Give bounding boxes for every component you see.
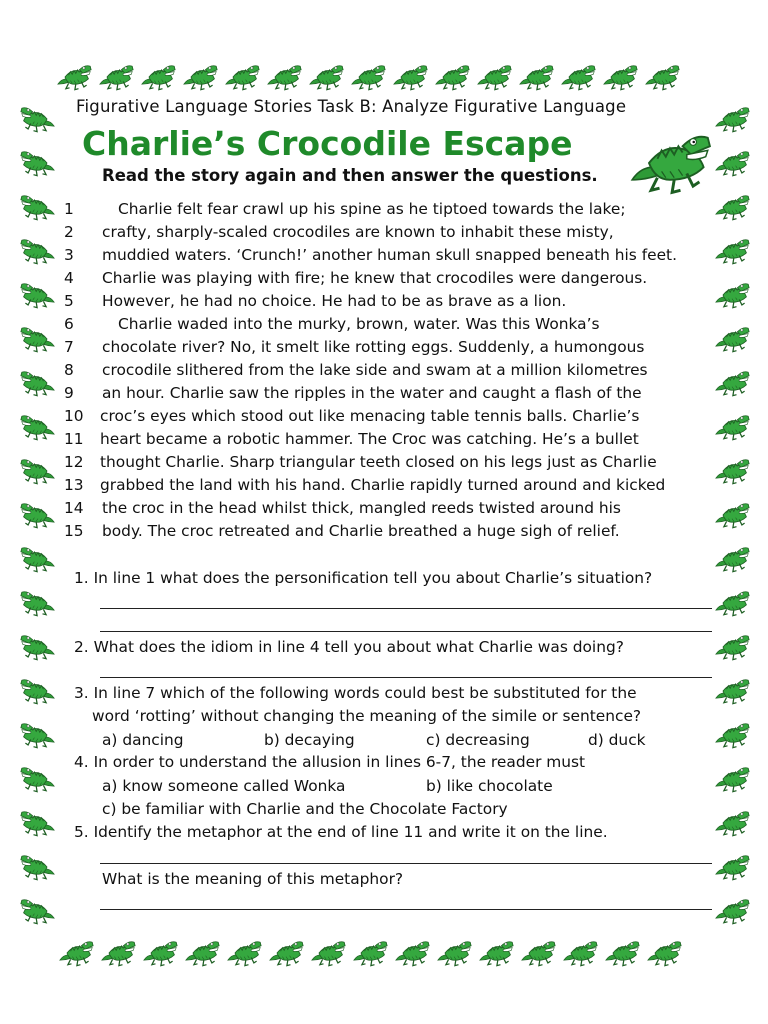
crocodile-icon bbox=[714, 192, 750, 222]
crocodile-icon bbox=[310, 938, 346, 968]
line-text: Charlie felt fear crawl up his spine as he tiptoed towards the lake; bbox=[118, 200, 626, 218]
story-line bbox=[64, 453, 724, 476]
question-5-followup: What is the meaning of this metaphor? bbox=[102, 870, 404, 888]
crocodile-icon bbox=[20, 412, 56, 442]
crocodile-icon bbox=[20, 280, 56, 310]
question-5: 5. Identify the metaphor at the end of line 11 and write it on the line. bbox=[74, 823, 608, 841]
line-text: the croc in the head whilst thick, mangled reeds twisted around his bbox=[102, 499, 621, 517]
crocodile-icon bbox=[20, 676, 56, 706]
q4-option-a[interactable]: a) know someone called Wonka bbox=[102, 777, 346, 795]
question-3: 3. In line 7 which of the following words could best be substituted for the bbox=[74, 684, 637, 702]
crocodile-icon bbox=[100, 938, 136, 968]
question-2: 2. What does the idiom in line 4 tell you about what Charlie was doing? bbox=[74, 638, 624, 656]
crocodile-icon bbox=[714, 720, 750, 750]
answer-line[interactable] bbox=[100, 677, 712, 678]
crocodile-icon bbox=[308, 62, 344, 92]
page-title: Charlie’s Crocodile Escape bbox=[82, 124, 573, 163]
crocodile-icon bbox=[436, 938, 472, 968]
line-number: 1 bbox=[64, 200, 74, 218]
crocodile-icon bbox=[20, 808, 56, 838]
story-line bbox=[64, 476, 724, 499]
crocodile-icon bbox=[20, 852, 56, 882]
crocodile-icon bbox=[714, 324, 750, 354]
answer-line[interactable] bbox=[100, 608, 712, 609]
crocodile-icon bbox=[20, 324, 56, 354]
crocodile-icon bbox=[602, 62, 638, 92]
crocodile-icon bbox=[350, 62, 386, 92]
line-number: 11 bbox=[64, 430, 84, 448]
crocodile-icon bbox=[20, 588, 56, 618]
crocodile-icon bbox=[56, 62, 92, 92]
crocodile-icon bbox=[714, 676, 750, 706]
answer-line[interactable] bbox=[100, 631, 712, 632]
story-line bbox=[64, 407, 724, 430]
crocodile-icon bbox=[392, 62, 428, 92]
crocodile-icon bbox=[20, 456, 56, 486]
crocodile-icon bbox=[266, 62, 302, 92]
crocodile-icon bbox=[394, 938, 430, 968]
crocodile-icon bbox=[604, 938, 640, 968]
crocodile-icon bbox=[58, 938, 94, 968]
crocodile-icon bbox=[182, 62, 218, 92]
q3-option-c[interactable]: c) decreasing bbox=[426, 731, 530, 749]
line-number: 6 bbox=[64, 315, 74, 333]
crocodile-icon bbox=[142, 938, 178, 968]
crocodile-icon bbox=[184, 938, 220, 968]
crocodile-icon bbox=[434, 62, 470, 92]
crocodile-icon bbox=[140, 62, 176, 92]
story-line bbox=[64, 522, 724, 545]
crocodile-icon bbox=[714, 764, 750, 794]
line-text: Charlie waded into the murky, brown, water. Was this Wonka’s bbox=[118, 315, 600, 333]
crocodile-icon bbox=[20, 104, 56, 134]
story-line bbox=[64, 430, 724, 453]
line-number: 8 bbox=[64, 361, 74, 379]
line-text: crafty, sharply-scaled crocodiles are known to inhabit these misty, bbox=[102, 223, 614, 241]
line-text: body. The croc retreated and Charlie breathed a huge sigh of relief. bbox=[102, 522, 620, 540]
crocodile-icon bbox=[20, 148, 56, 178]
line-text: an hour. Charlie saw the ripples in the water and caught a flash of the bbox=[102, 384, 642, 402]
crocodile-icon bbox=[646, 938, 682, 968]
story-line bbox=[64, 338, 724, 361]
line-number: 15 bbox=[64, 522, 84, 540]
crocodile-icon bbox=[714, 412, 750, 442]
crocodile-icon bbox=[628, 128, 712, 198]
crocodile-icon bbox=[20, 896, 56, 926]
line-text: thought Charlie. Sharp triangular teeth closed on his legs just as Charlie bbox=[100, 453, 657, 471]
crocodile-icon bbox=[98, 62, 134, 92]
crocodile-icon bbox=[714, 104, 750, 134]
line-text: Charlie was playing with fire; he knew that crocodiles were dangerous. bbox=[102, 269, 648, 287]
line-number: 14 bbox=[64, 499, 84, 517]
q4-option-c[interactable]: c) be familiar with Charlie and the Chocolate Factory bbox=[102, 800, 508, 818]
story-line bbox=[64, 200, 724, 223]
line-text: chocolate river? No, it smelt like rotting eggs. Suddenly, a humongous bbox=[102, 338, 645, 356]
line-number: 3 bbox=[64, 246, 74, 264]
line-number: 10 bbox=[64, 407, 84, 425]
task-subtitle: Figurative Language Stories Task B: Analyze Figurative Language bbox=[76, 97, 627, 116]
story-line bbox=[64, 499, 724, 522]
story-line bbox=[64, 292, 724, 315]
crocodile-icon bbox=[714, 280, 750, 310]
crocodile-icon bbox=[520, 938, 556, 968]
q3-option-a[interactable]: a) dancing bbox=[102, 731, 184, 749]
crocodile-icon bbox=[268, 938, 304, 968]
crocodile-icon bbox=[714, 588, 750, 618]
line-number: 7 bbox=[64, 338, 74, 356]
crocodile-icon bbox=[714, 148, 750, 178]
story-line bbox=[64, 384, 724, 407]
story-line bbox=[64, 315, 724, 338]
crocodile-icon bbox=[560, 62, 596, 92]
story-line bbox=[64, 246, 724, 269]
crocodile-icon bbox=[20, 544, 56, 574]
story-line bbox=[64, 269, 724, 292]
story-line bbox=[64, 361, 724, 384]
crocodile-icon bbox=[20, 368, 56, 398]
crocodile-icon bbox=[20, 500, 56, 530]
crocodile-icon bbox=[478, 938, 514, 968]
crocodile-icon bbox=[714, 544, 750, 574]
crocodile-icon bbox=[714, 368, 750, 398]
answer-line[interactable] bbox=[100, 909, 712, 910]
crocodile-icon bbox=[714, 236, 750, 266]
line-text: grabbed the land with his hand. Charlie rapidly turned around and kicked bbox=[100, 476, 666, 494]
crocodile-icon bbox=[226, 938, 262, 968]
crocodile-icon bbox=[352, 938, 388, 968]
answer-line[interactable] bbox=[100, 863, 712, 864]
line-number: 4 bbox=[64, 269, 74, 287]
question-3-continued: word ‘rotting’ without changing the meaning of the simile or sentence? bbox=[92, 707, 642, 725]
crocodile-icon bbox=[20, 192, 56, 222]
crocodile-icon bbox=[20, 764, 56, 794]
q3-option-b[interactable]: b) decaying bbox=[264, 731, 355, 749]
crocodile-icon bbox=[20, 720, 56, 750]
crocodile-icon bbox=[562, 938, 598, 968]
instruction-text: Read the story again and then answer the questions. bbox=[102, 166, 598, 185]
line-text: crocodile slithered from the lake side and swam at a million kilometres bbox=[102, 361, 648, 379]
line-number: 2 bbox=[64, 223, 74, 241]
q3-option-d[interactable]: d) duck bbox=[588, 731, 646, 749]
story-line bbox=[64, 223, 724, 246]
line-text: croc’s eyes which stood out like menacing table tennis balls. Charlie’s bbox=[100, 407, 640, 425]
q4-option-b[interactable]: b) like chocolate bbox=[426, 777, 553, 795]
question-4: 4. In order to understand the allusion in lines 6-7, the reader must bbox=[74, 753, 586, 771]
question-1: 1. In line 1 what does the personification tell you about Charlie’s situation? bbox=[74, 569, 653, 587]
crocodile-icon bbox=[644, 62, 680, 92]
crocodile-icon bbox=[518, 62, 554, 92]
crocodile-icon bbox=[714, 500, 750, 530]
crocodile-icon bbox=[714, 456, 750, 486]
crocodile-icon bbox=[20, 236, 56, 266]
crocodile-icon bbox=[714, 808, 750, 838]
crocodile-icon bbox=[714, 896, 750, 926]
crocodile-icon bbox=[714, 852, 750, 882]
crocodile-icon bbox=[714, 632, 750, 662]
line-number: 12 bbox=[64, 453, 84, 471]
line-text: muddied waters. ‘Crunch!’ another human skull snapped beneath his feet. bbox=[102, 246, 677, 264]
line-number: 5 bbox=[64, 292, 74, 310]
crocodile-icon bbox=[20, 632, 56, 662]
crocodile-icon bbox=[476, 62, 512, 92]
crocodile-icon bbox=[224, 62, 260, 92]
line-number: 13 bbox=[64, 476, 84, 494]
line-text: heart became a robotic hammer. The Croc was catching. He’s a bullet bbox=[100, 430, 639, 448]
line-text: However, he had no choice. He had to be as brave as a lion. bbox=[102, 292, 567, 310]
line-number: 9 bbox=[64, 384, 74, 402]
